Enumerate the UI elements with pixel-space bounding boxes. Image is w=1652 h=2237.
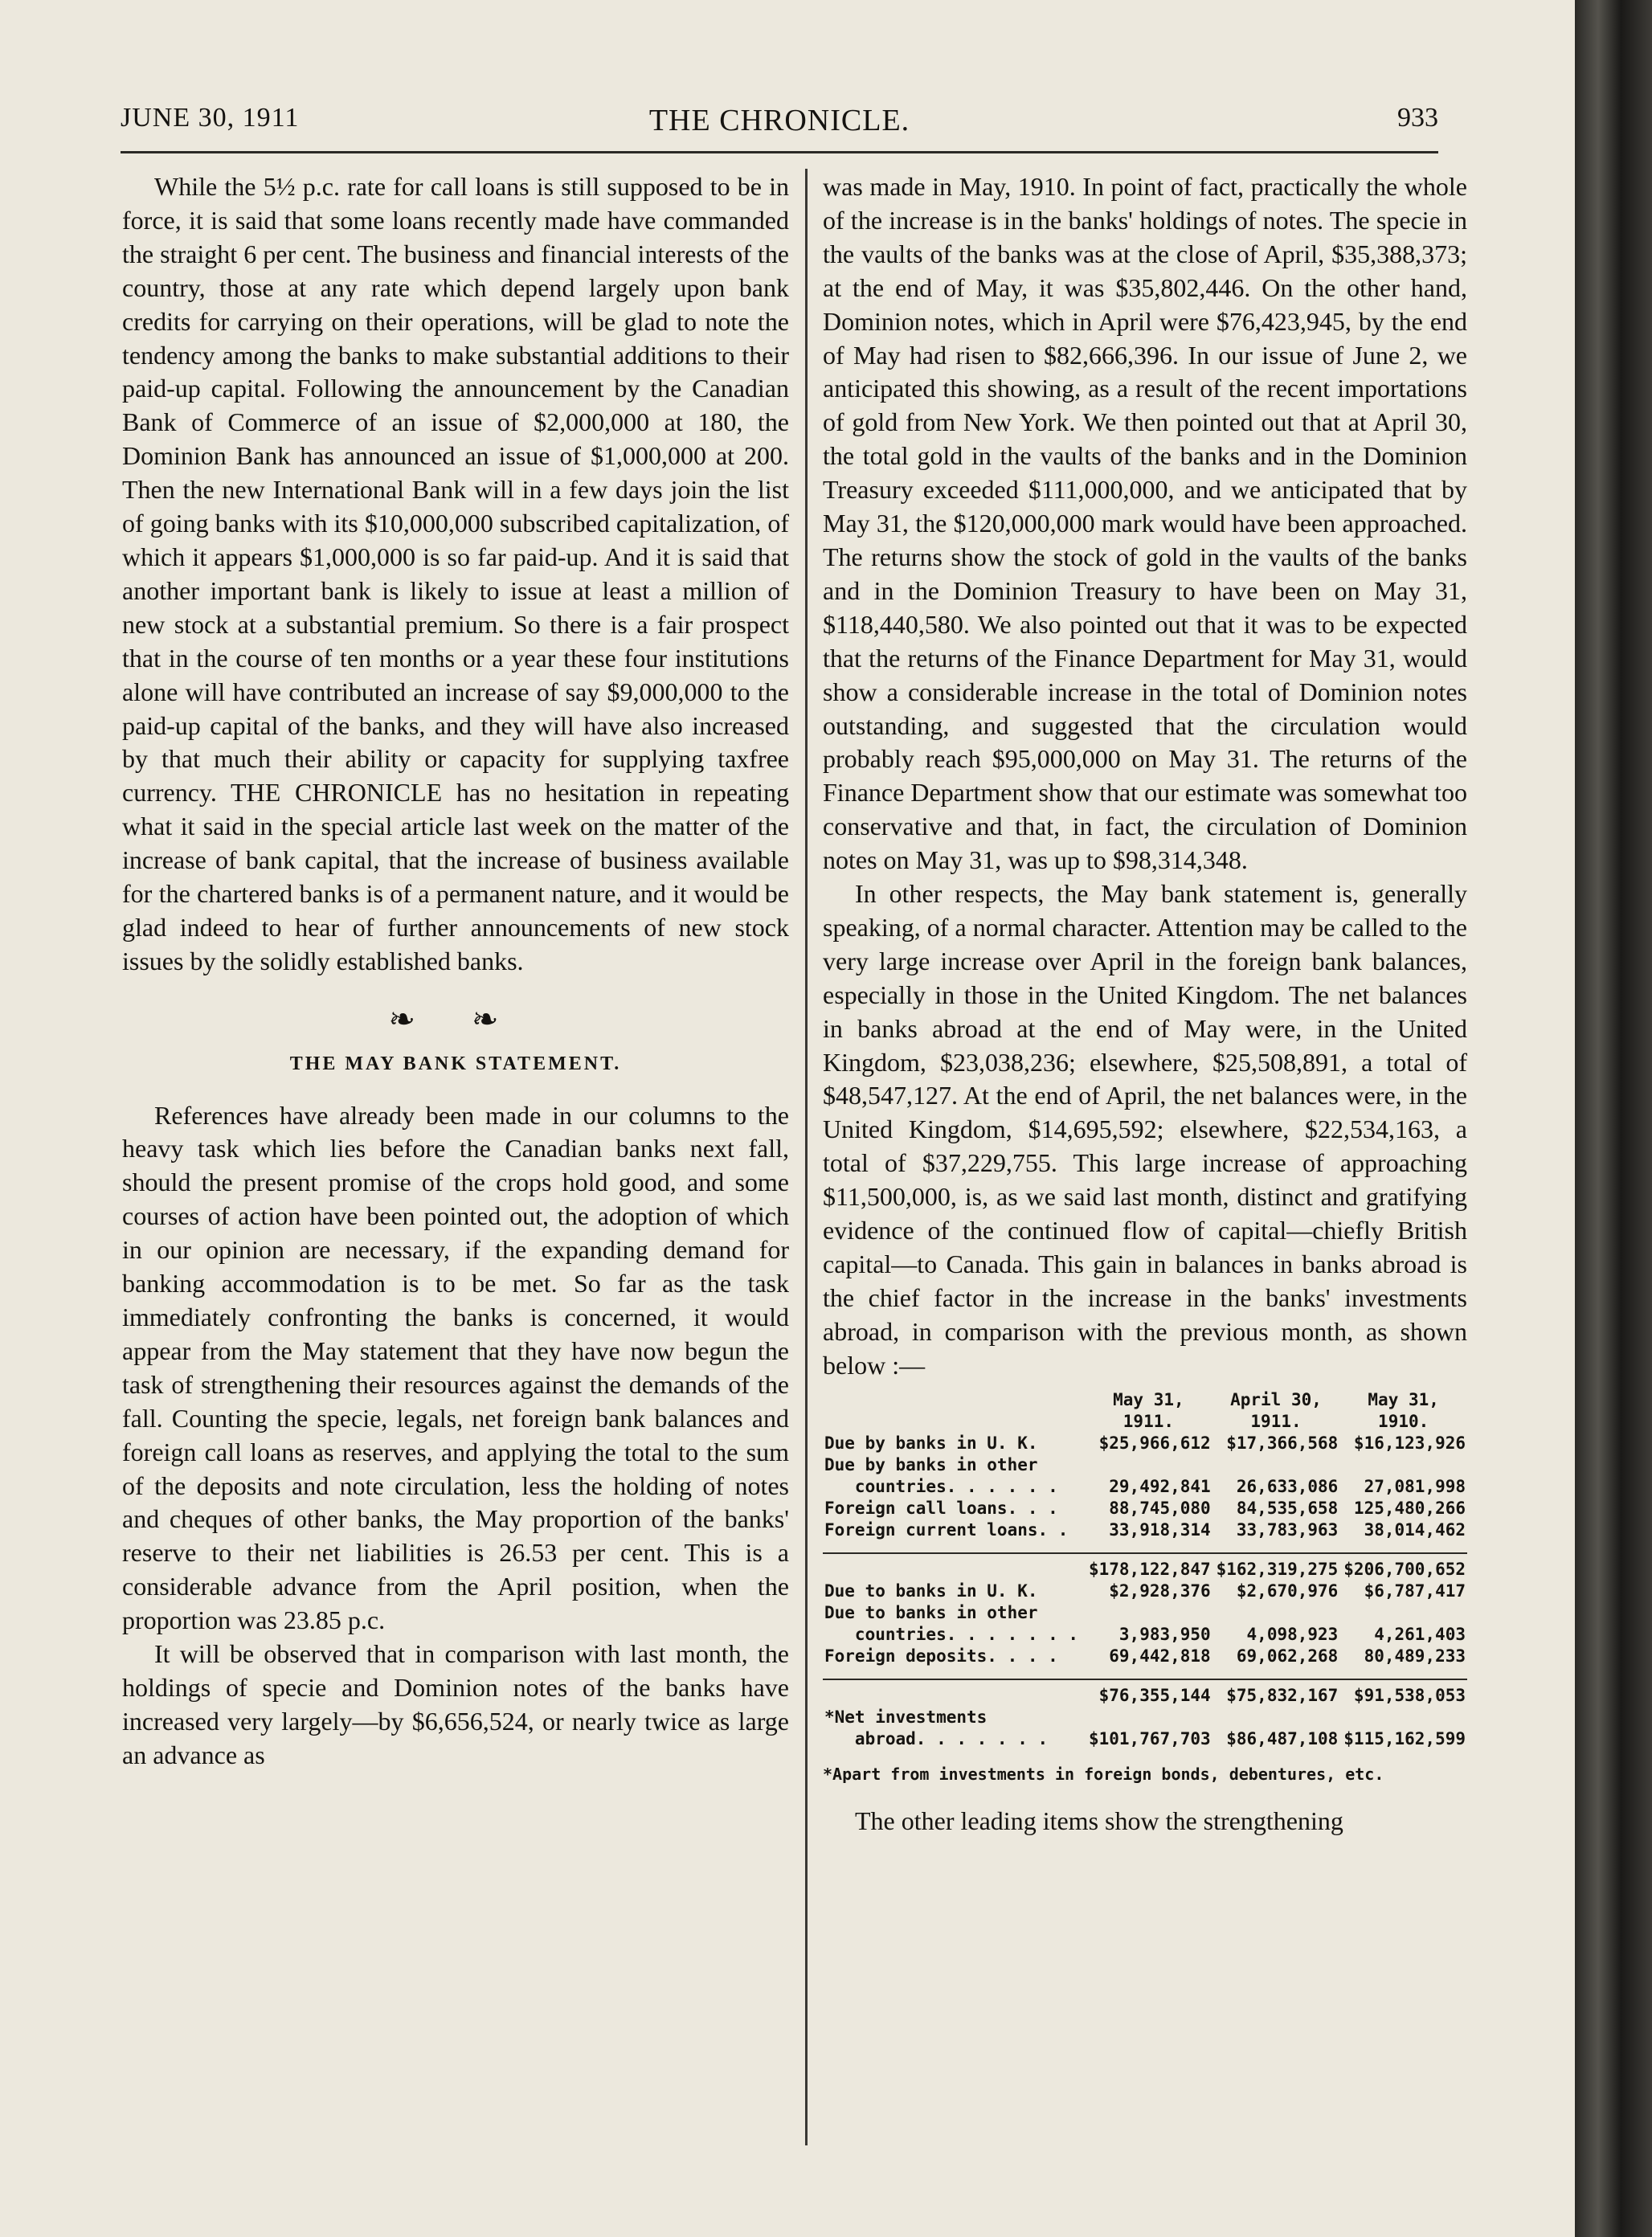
paragraph-may-1910: was made in May, 1910. In point of fact, practically the whole of the increase is in the banks' holdings of notes. The specie in the vaults of the banks was at the close of April, $35,388,373; at the end of May, it was $35,802,446. On the other hand, Dominion notes, which in April were $76,423,945, by the end of May had risen to $82,666,396. In our issue of June 2, we anticipated this showing, as a result of the recent importations of gold from New York. We then pointed out that at April 30, the total gold in the vaults of the banks and in the Dominion Treasury exceeded $111,000,000, and we anticipated that by May 31, the $120,000,000 mark would have been approached. The returns show the stock of gold in the vaults of the banks and in the Dominion Treasury to have been on May 31, $118,440,580. We also pointed out that it was to be expected that the returns of the Finance Department for May 31, would show a considerable increase in the total of Dominion notes outstanding, and suggested that the circulation would probably reach $95,000,000 on May 31. The returns of the Finance Department show that our estimate was somewhat too conservative and that, in fact, the circulation of Dominion notes on May 31, was up to $98,314,348. — [823, 172, 1467, 875]
table-row: Foreign deposits. . . . 69,442,818 69,062,268 80,489,233 — [824, 1646, 1466, 1666]
column-divider — [805, 169, 808, 2145]
table-row: Foreign current loans. . 33,918,314 33,783,963 38,014,462 — [824, 1519, 1466, 1540]
paragraph-other-respects: In other respects, the May bank statement is, generally speaking, of a normal character. Attention may be called to the very large increase over April in the foreign bank balances, especially in those in the United Kingdom. The net balances in banks abroad at the end of May were, in the United Kingdom, $23,038,236; elsewhere, $25,508,891, a total of $48,547,127. At the end of April, the net balances were, in the United Kingdom, $14,695,592; elsewhere, $22,534,163, a total of $37,229,755. This large increase of approaching $11,500,000, is, as we said last month, distinct and gratifying evidence of the continued flow of capital—chiefly British capital—to Canada. This gain in balances in banks abroad is the chief factor in the increase in the banks' investments abroad, in comparison with the previous month, as shown below :— — [823, 879, 1467, 1380]
paragraph-observed: It will be observed that in comparison with last month, the holdings of specie and Dominion notes of the banks have increased very largely—by $6,656,524, or nearly twice as large an advance as — [122, 1639, 789, 1769]
table-row: Foreign call loans. . . 88,745,080 84,535,658 125,480,266 — [824, 1498, 1466, 1518]
paragraph-call-loans: While the 5½ p.c. rate for call loans is still supposed to be in force, it is said that some loans recently made have commanded the straight 6 per cent. The business and financial interests of the country, those at any rate which depend largely upon bank credits for carrying on their operations, will be glad to note the tendency among the banks to make substantial additions to their paid-up capital. Following the announcement by the Canadian Bank of Commerce of an issue of $2,000,000 at 180, the Dominion Bank has announced an issue of $1,000,000 at 200. Then the new International Bank will in a few days join the list of going banks with its $10,000,000 subscribed capitalization, of which it appears $1,000,000 is so far paid-up. And it is said that another important bank is likely to issue at least a million of new stock at a substantial premium. So there is a fair prospect that in the course of ten months or a year these four institutions alone will have contributed an increase of say $9,000,000 to the paid-up capital of the banks, and they will have also increased by that much their ability or capacity for supplying taxfree currency. THE CHRONICLE has no hesitation in repeating what it said in the special article last week on the matter of the increase of bank capital, that the increase of business available for the chartered banks is of a permanent nature, and it would be glad indeed to hear of further announcements of new stock issues by the solidly established banks. — [122, 172, 789, 975]
table-row: Due to banks in U. K. $2,928,376 $2,670,976 $6,787,417 — [824, 1581, 1466, 1601]
paragraph-other-leading: The other leading items show the strengthening — [855, 1806, 1343, 1835]
section-ornament: ❧ ❧ — [388, 1000, 523, 1037]
right-column — [823, 170, 1467, 1838]
issue-date: JUNE 30, 1911 — [121, 103, 300, 133]
col-header-april-1911: April 30, 1911. — [1230, 1389, 1322, 1431]
section-title: THE MAY BANK STATEMENT. — [289, 1053, 622, 1074]
table-net-row: abroad. . . . . . . $101,767,703 $86,487,108 $115,162,599 — [824, 1728, 1466, 1748]
table-total-row: $76,355,144 $75,832,167 $91,538,053 — [823, 1679, 1467, 1707]
table-header-row — [823, 1389, 1467, 1433]
book-binding-edge — [1575, 0, 1652, 2237]
publication-title: THE CHRONICLE. — [648, 104, 910, 137]
table-row: Due to banks in other — [824, 1602, 1038, 1622]
table-total-row: $178,122,847 $162,319,275 $206,700,652 — [823, 1553, 1467, 1581]
left-column — [122, 170, 789, 1773]
investments-table — [823, 1389, 1467, 1750]
col-header-may-1910: May 31, 1910. — [1368, 1389, 1439, 1431]
paragraph-references: References have already been made in our columns to the heavy task which lies before the Canadian banks next fall, should the present promise of the crops hold good, and some courses of action have been pointed out, the adoption of which in our opinion are necessary, if the expanding demand for banking accommodation is to be met. So far as the task immediately confronting the banks is concerned, it would appear from the May statement that they have now begun the task of strengthening their resources against the demands of the fall. Counting the specie, legals, net foreign bank balances and foreign call loans as reserves, and applying the total to the sum of the deposits and note circulation, less the holding of notes and cheques of other banks, the May proportion of the banks' reserve to their net liabilities is 26.53 per cent. This is a considerable advance from the April position, when the proportion was 23.85 p.c. — [122, 1100, 789, 1635]
header-rule — [121, 151, 1438, 153]
table-row: *Net investments — [824, 1707, 988, 1727]
page-header — [121, 103, 1438, 151]
table-footnote: *Apart from investments in foreign bonds, debentures, etc. — [823, 1764, 1384, 1784]
table-row: countries. . . . . . . 3,983,950 4,098,923 4,261,403 — [824, 1624, 1466, 1644]
table-row: Due by banks in other — [824, 1454, 1038, 1474]
page-number: 933 — [1397, 103, 1438, 133]
col-header-may-1911: May 31, 1911. — [1113, 1389, 1184, 1431]
table-row: countries. . . . . . 29,492,841 26,633,086 27,081,998 — [824, 1476, 1466, 1496]
table-row: Due by banks in U. K. $25,966,612 $17,366,568 $16,123,926 — [824, 1433, 1466, 1453]
